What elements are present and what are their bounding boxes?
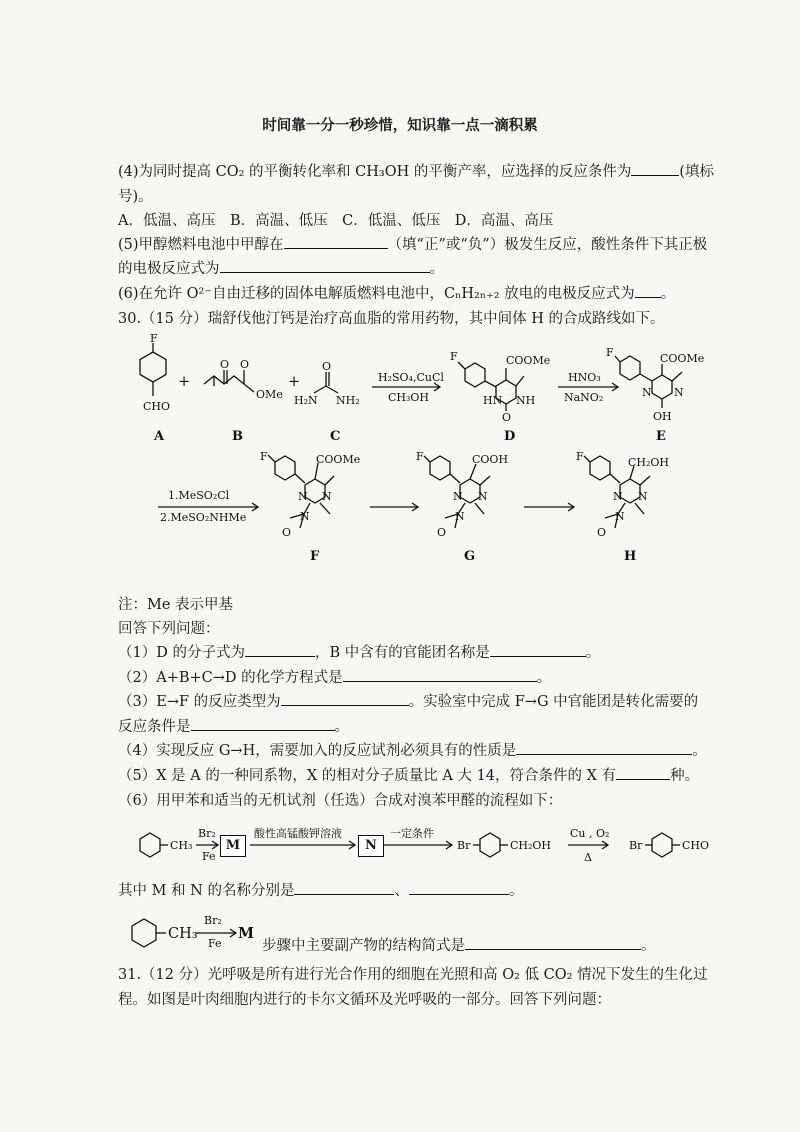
flow-condition: 一定条件 [390, 827, 434, 840]
reagent-meso2cl: 1.MeSO₂Cl [168, 489, 230, 502]
answer-blank[interactable] [516, 740, 692, 755]
q30-sub3-line2: 反应条件是 。 [118, 716, 349, 738]
answer-blank[interactable] [490, 642, 586, 657]
plus-sign: + [178, 374, 191, 390]
answer-blank[interactable] [245, 642, 315, 657]
substituent-nh: NH [516, 394, 536, 407]
pyrimidine-ring-g [460, 479, 480, 503]
substituent-f: F [416, 450, 424, 463]
substituent-o: O [437, 526, 447, 539]
compound-label-f: F [310, 549, 320, 564]
answer-blank[interactable] [294, 880, 394, 895]
plus-sign: + [288, 374, 301, 390]
substituent-n: N [615, 510, 625, 523]
substituent-n: N [298, 490, 308, 503]
benzene-ring-e [620, 356, 640, 380]
answer-blank[interactable] [191, 716, 335, 731]
pyrimidine-ring-h [620, 479, 640, 503]
pyrimidine-ring-e [652, 375, 672, 399]
side-m: M [238, 925, 255, 942]
flow-br: Br [629, 839, 643, 852]
side-br2: Br₂ [204, 914, 222, 927]
benzene-ring-bromobenzyl-alcohol [480, 833, 500, 857]
compound-label-h: H [624, 549, 637, 564]
flow-ch3: CH₃ [170, 839, 193, 852]
substituent-f: F [150, 332, 158, 345]
compound-label-a: A [154, 429, 165, 444]
compound-label-c: C [330, 429, 341, 444]
benzene-ring-d [465, 363, 485, 387]
q30-sub6: （6）用甲苯和适当的无机试剂（任选）合成对溴苯甲醛的流程如下： [118, 793, 563, 809]
flow-box-n: N [358, 835, 384, 857]
q29-part4-line1: (4)为同时提高 CO₂ 的平衡转化率和 CH₃OH 的平衡产率，应选择的反应条件为 (填标 [118, 161, 714, 183]
benzene-ring-toluene [140, 833, 160, 857]
reagent-h2so4-cucl: H₂SO₄,CuCl [378, 371, 444, 384]
benzene-ring-f [275, 456, 295, 480]
q29-part6: (6)在允许 O²⁻自由迁移的固体电解质燃料电池中，CₙH₂ₙ₊₂ 放电的电极反应式为 。 [118, 283, 675, 305]
substituent-f: F [260, 450, 268, 463]
flow-heat: Δ [584, 851, 592, 864]
benzene-ring-g [430, 456, 450, 480]
compound-label-d: D [504, 429, 516, 444]
q31-line2: 程。如图是叶肉细胞内进行的卡尔文循环及光呼吸的一部分。回答下列问题： [118, 992, 611, 1008]
flow-cu-o2: Cu , O₂ [570, 827, 610, 840]
substituent-n: N [642, 386, 652, 399]
substituent-o: O [502, 411, 512, 424]
substituent-f: F [450, 350, 458, 363]
benzene-ring-bromobenzaldehyde [652, 833, 672, 857]
substituent-nh2: NH₂ [336, 394, 360, 407]
benzene-ring-h [590, 456, 610, 480]
answer-blank[interactable] [409, 880, 509, 895]
q30-sub4: （4）实现反应 G→H，需要加入的反应试剂必须具有的性质是 。 [118, 740, 707, 762]
substituent-n: N [322, 490, 332, 503]
substituent-o: O [282, 526, 292, 539]
substituent-coome: COOMe [506, 354, 551, 367]
substituent-coome: COOMe [660, 352, 705, 365]
substituent-cho: CHO [143, 400, 171, 413]
compound-label-b: B [232, 429, 243, 444]
substituent-h2n: H₂N [294, 394, 318, 407]
q29-part5-line2: 的电极反应式为 。 [118, 258, 444, 280]
flow-cho: CHO [682, 839, 710, 852]
substituent-hn: HN [483, 394, 503, 407]
flow-fe: Fe [202, 850, 216, 863]
flow-br: Br [457, 839, 471, 852]
substituent-n: N [455, 510, 465, 523]
flow-box-m: M [220, 835, 246, 857]
substituent-n: N [453, 490, 463, 503]
substituent-oh: OH [653, 410, 672, 423]
substituent-f: F [576, 450, 584, 463]
reagent-meso2nhme: 2.MeSO₂NHMe [160, 511, 247, 524]
substituent-f: F [606, 346, 614, 359]
q30-intro: 30.（15 分）瑞舒伐他汀钙是治疗高血脂的常用药物，其中间体 H 的合成路线如下。 [118, 311, 665, 327]
q29-part4-line2: 号)。 [118, 189, 153, 205]
substituent-ome: OMe [256, 388, 283, 401]
q30-sub6-side-product: 步骤中主要副产物的结构简式是 。 [262, 935, 656, 957]
reagent-hno3: HNO₃ [568, 371, 601, 384]
q30-sub3: （3）E→F 的反应类型为 。实验室中完成 F→G 中官能团是转化需要的 [118, 691, 698, 713]
substituent-n: N [613, 490, 623, 503]
answer-blank[interactable] [281, 691, 409, 706]
q29-part5-line1: (5)甲醇燃料电池中甲醇在 （填“正”或“负”）极发生反应，酸性条件下其正极 [118, 234, 707, 256]
substituent-n: N [300, 510, 310, 523]
flow-kmno4: 酸性高锰酸钾溶液 [254, 827, 342, 840]
q30-note: 注：Me 表示甲基 [118, 597, 234, 613]
side-fe: Fe [208, 937, 222, 950]
substituent-o: O [240, 358, 250, 371]
answer-blank[interactable] [343, 667, 537, 682]
q31-line1: 31.（12 分）光呼吸是所有进行光合作用的细胞在光照和高 O₂ 低 CO₂ 情况下发生的生化过 [118, 967, 708, 983]
q30-sub2: （2）A+B+C→D 的化学方程式是 。 [118, 667, 551, 689]
substituent-n: N [674, 386, 684, 399]
substituent-n: N [638, 490, 648, 503]
q30-sub1: （1）D 的分子式为 ，B 中含有的官能团名称是 。 [118, 642, 600, 664]
substituent-ch2oh: CH₂OH [628, 456, 670, 469]
substituent-o: O [597, 526, 607, 539]
side-ch3: CH₃ [168, 926, 198, 942]
q30-sub5: （5）X 是 A 的一种同系物，X 的相对分子质量比 A 大 14，符合条件的 X 有 种。 [118, 765, 699, 787]
substituent-o: O [220, 358, 230, 371]
q30-sub6-names: 其中 M 和 N 的名称分别是 、 。 [118, 880, 523, 902]
answer-blank[interactable] [465, 935, 641, 950]
substituent-cooh: COOH [472, 453, 509, 466]
compound-label-e: E [656, 429, 666, 444]
benzene-ring-toluene-2 [132, 919, 156, 947]
page-header: 时间靠一分一秒珍惜，知识靠一点一滴积累 [262, 117, 538, 134]
substituent-n: N [478, 490, 488, 503]
flow-br2: Br₂ [198, 827, 216, 840]
reagent-ch3oh: CH₃OH [388, 391, 430, 404]
q29-options: A．低温、高压 B．高温、低压 C．低温、低压 D．高温、高压 [118, 213, 554, 229]
substituent-o: O [322, 360, 332, 373]
benzene-ring-a [140, 352, 166, 382]
q30-prompt: 回答下列问题： [118, 621, 220, 637]
compound-label-g: G [464, 549, 476, 564]
reagent-nano2: NaNO₂ [564, 391, 604, 404]
flow-ch2oh: CH₂OH [510, 839, 552, 852]
substituent-coome: COOMe [316, 453, 361, 466]
answer-blank[interactable] [616, 765, 670, 780]
